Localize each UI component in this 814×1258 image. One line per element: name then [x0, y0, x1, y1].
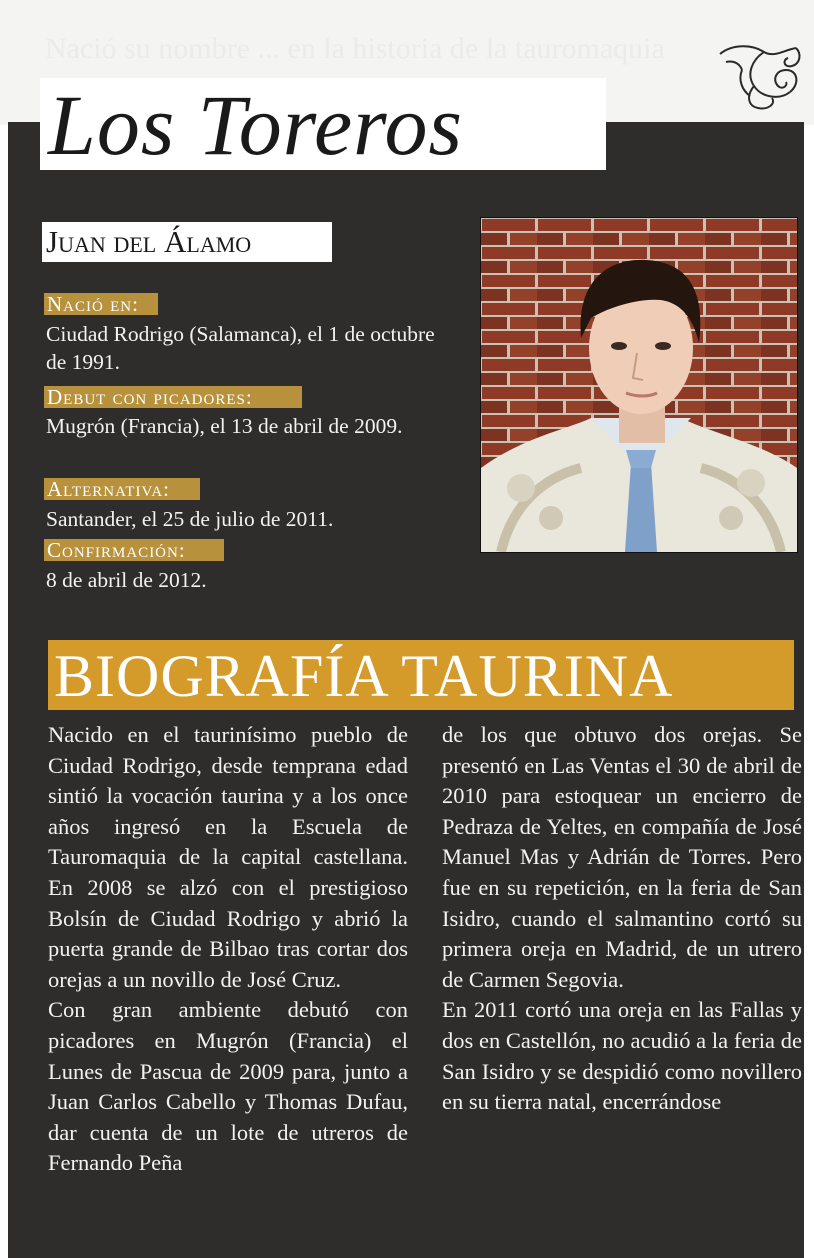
biography-column-1 — [48, 720, 408, 1250]
bleed-through-text: Nació su nombre ... en la historia de la tauromaquia — [45, 32, 665, 65]
biography-paragraph: En 2011 cortó una oreja en las Fallas y dos en Castellón, no acudió a la feria de San Isidro y se despidió como novillero en su tierra natal, encerrándose — [442, 997, 802, 1115]
biography-paragraph: de los que obtuvo dos orejas. Se presentó en Las Ventas el 30 de abril de 2010 para estoquear un encierro de Pedraza de Yeltes, en compañía de José Manuel Mas y Adrián de Torres. Pero fue en su repetición, en la feria de San Isidro, cuando el salmantino cortó su primera oreja en Madrid, de un utrero de Carmen Segovia. — [442, 722, 802, 992]
flourish-ornament-icon — [712, 40, 804, 112]
portrait-photo — [480, 217, 798, 553]
biography-paragraph: Nacido en el taurinísimo pueblo de Ciudad Rodrigo, desde temprana edad sintió la vocación taurina y a los once años ingresó en la Escuela de Tauromaquia de la capital castellana. En 2008 se alzó con el prestigioso Bolsín de Ciudad Rodrigo y abrió la puerta grande de Bilbao tras cortar dos orejas a un novillo de José Cruz. — [48, 722, 408, 992]
fact-value-debut: Mugrón (Francia), el 13 de abril de 2009. — [46, 414, 403, 438]
fact-value-alternativa: Santander, el 25 de julio de 2011. — [46, 507, 334, 531]
fact-value-confirmacion: 8 de abril de 2012. — [46, 568, 207, 592]
fact-label-debut: Debut con picadores: — [44, 386, 302, 408]
bullfighter-name-box — [42, 222, 332, 262]
fact-label-confirmacion: Confirmación: — [44, 539, 224, 561]
fact-label-alternativa: Alternativa: — [44, 478, 200, 500]
biography-heading-bar — [48, 640, 794, 710]
fact-label-born: Nació en: — [44, 293, 158, 315]
section-title: Los Toreros — [48, 77, 463, 173]
biography-paragraph: Con gran ambiente debutó con picadores en Mugrón (Francia) el Lunes de Pascua de 2009 para, junto a Juan Carlos Cabello y Thomas Dufau, dar cuenta de un lote de utreros de Fernando Peña — [48, 997, 408, 1176]
biography-heading: BIOGRAFÍA TAURINA — [54, 643, 674, 709]
fact-value-born: Ciudad Rodrigo (Salamanca), el 1 de octubre de 1991. — [46, 322, 435, 374]
section-title-box — [40, 77, 606, 173]
bullfighter-name: Juan del Álamo — [46, 224, 252, 259]
biography-column-2 — [442, 720, 802, 1250]
